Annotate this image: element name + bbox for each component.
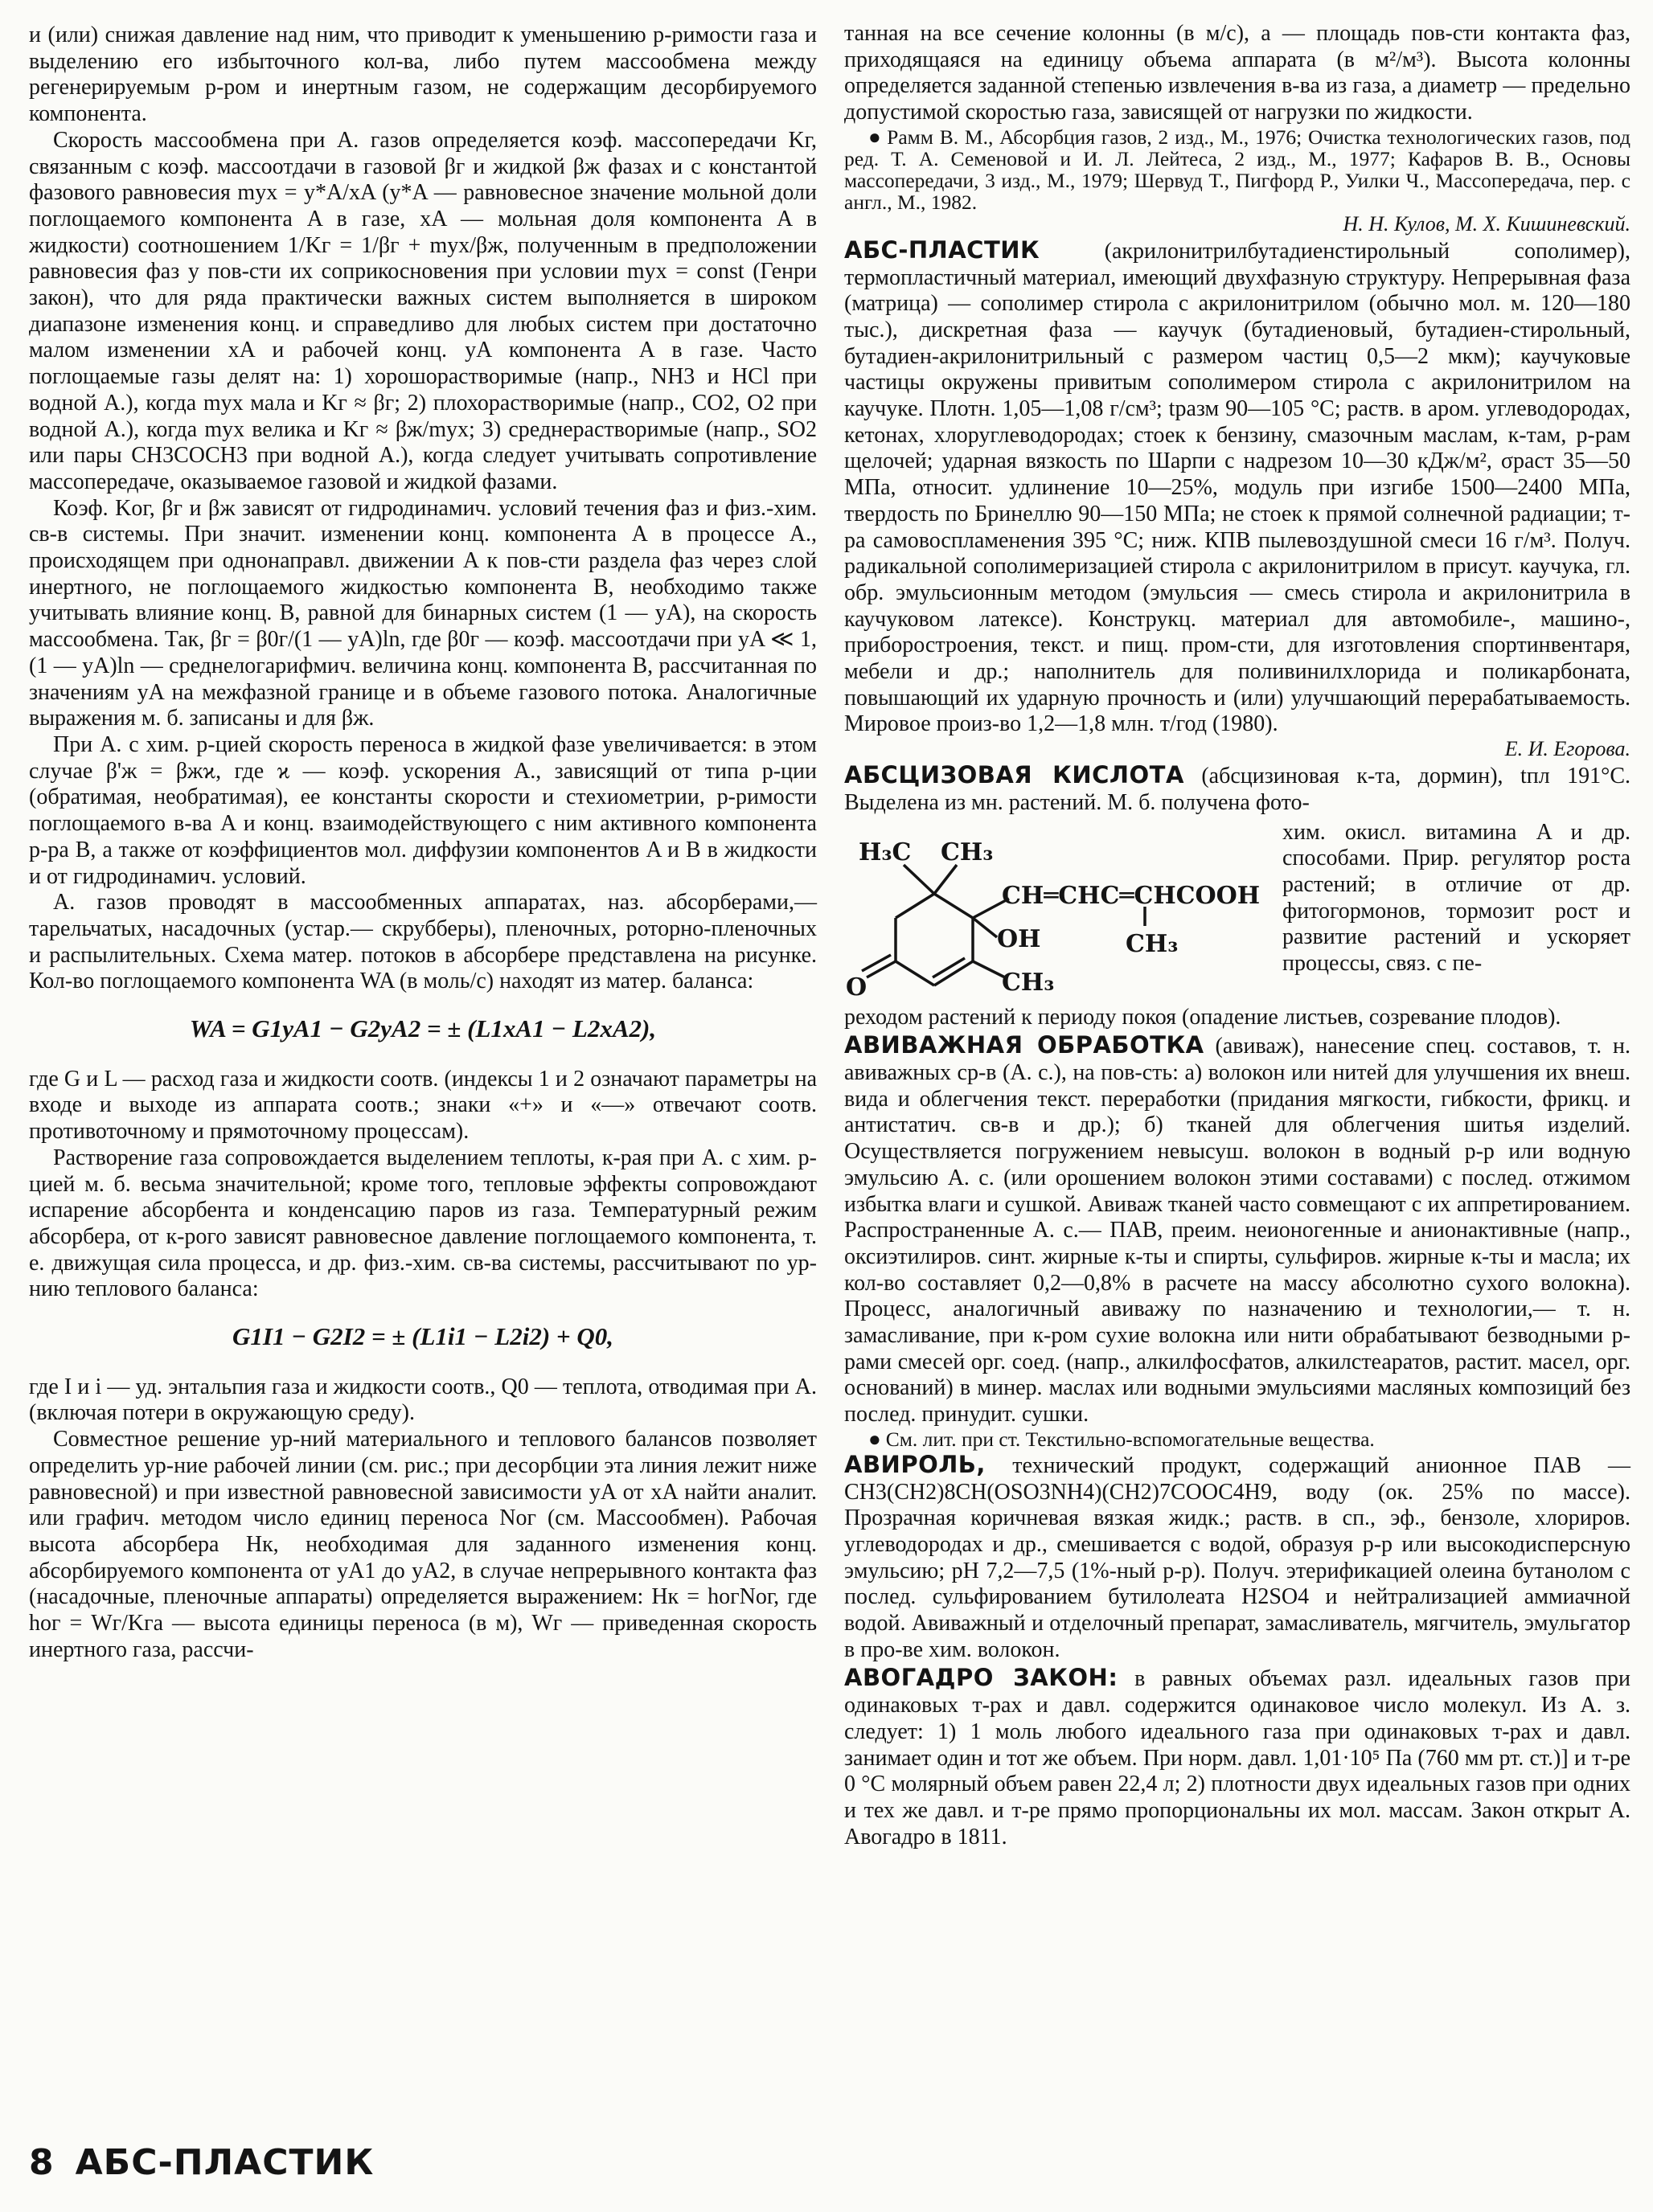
article-abs-plastik: [844, 237, 1630, 760]
author-signature: Н. Н. Кулов, М. Х. Кишиневский.: [1343, 211, 1630, 236]
references-text: Рамм В. М., Абсорбция газов, 2 изд., М., 1976; Очистка технологических газов, под ред. Т. А. Семеновой и И. Л. Лейтеса, 2 изд., М., 1977; Кафаров В. В., Основы массопередачи, 3 изд., М., 1979; Шервуд Т., Пигфорд Р., Уилки Ч., Массопередача, пер. с англ., М., 1982.: [844, 125, 1630, 214]
bullet-icon: ●: [868, 1427, 881, 1451]
running-head: АБС-ПЛАСТИК: [75, 2142, 375, 2183]
o-label: O: [846, 973, 868, 1002]
article-text: АВИРОЛЬ, технический продукт, содержащий анионное ПАВ — CH3(CH2)8CH(OSO3NH4)(CH2)7COOC4H9, воду (ок. 25% по массе). Прозрачная коричневая вязкая жидк.; раств. в сп., эф., бензоле, хлориров. углеводородах и др., смешивается с водой, образуя р-р или высокодисперсную эмульсию; pH 7,2—7,5 (1%-ный р-р). Получ. этерификацией олеина бутанолом с послед. сульфированием бутилолеата H2SO4 и нейтрализацией аммиачной водой. Авиважный и отделочный препарат, замасливатель, мягчитель, эмульгатор в про-ве хим. волокон.: [844, 1450, 1631, 1662]
page-footer: [29, 2142, 395, 2183]
paragraph: Совместное решение ур-ний материального и теплового балансов позволяет определить ур-ние рабочей линии (см. рис.; при десорбции эта линия лежит ниже равновесной) и при известной равновесной зависимости yA от xA найти аналит. или графич. методом число единиц переноса Nог (см. Массообмен). Рабочая высота абсорбера Hк, необходимая для заданного изменения конц. абсорбируемого компонента от yA1 до yA2, в случае непрерывного контакта фаз (насадочные, пленочные аппараты) определяется выражением: Hк = hогNог, где hог = Wг/Kгa — высота единицы переноса (в м), Wг — приведенная скорость инертного газа, рассчи-: [29, 1427, 817, 1662]
ch3-label: CH₃: [941, 838, 994, 866]
h3c-label: H₃C: [859, 838, 912, 866]
article-text: АВИВАЖНАЯ ОБРАБОТКА (авиваж), нанесение спец. составов, т. н. авиважных ср-в (А. с.), на пов-сть: а) волокон или нитей для улучшения их внеш. вида и облегчения текст. переработки (придания мягкости, гибкости, фрикц. и антистатич. св-в и др.); б) тканей для облегчения шитья изделий. Осуществляется погружением невысуш. волокон в водный р-р или водную эмульсию А. с. (или орошением волокон этими составами) с послед. отжимом избытка влаги и сушкой. Авиваж тканей часто совмещают с их аппретированием. Распространенные А. с.— ПАВ, преим. неионогенные и анионактивные (напр., оксиэтилиров. синт. жирные к-ты и спирты, сульфиров. жирные к-ты и масла; их кол-во составляет 0,2—0,8% в расчете на массу абсолютно сухого волокна). Процесс, аналогичный авиважу по назначению и технологии,— т. н. замасливание, при к-ром сухие волокна или нити обрабатывают безводными р-рами смесей орг. соед. (напр., алкилфосфатов, алкилстеаратов, растит. масел, орг. оснований) в минер. маслах или водными эмульсиями масляных композиций без послед. принудит. сушки.: [844, 1031, 1630, 1428]
paragraph: При А. с хим. р-цией скорость переноса в жидкой фазе увеличивается: в этом случае β'ж = βжϰ, где ϰ — коэф. ускорения А., зависящий от типа р-ции (обратимая, необратимая), ее константы скорости и стехиометрии, р-римости поглощаемого в-ва A и конц. взаимодействующего с ним активного компонента р-ра B, а также от коэффициентов мол. диффузии компонентов A и B в жидкости и от гидродинамич. условий.: [29, 731, 817, 889]
paragraph: танная на все сечение колонны (в м/с), a — площадь пов-сти контакта фаз, приходящаяся на единицу объема аппарата (в м²/м³). Высота колонны определяется заданной степенью извлечения в-ва из газа, а диаметр — предельно допустимой скоростью газа, зависящей от нагрузки по жидкости.: [844, 21, 1630, 125]
article-text: АБСЦИЗОВАЯ КИСЛОТА (абсцизиновая к-та, дормин), tпл 191°C. Выделена из мн. растений. М. б. получена фото-: [844, 761, 1630, 815]
headword: АВИРОЛЬ,: [844, 1450, 986, 1478]
article-avivazh: [844, 1032, 1630, 1450]
left-column: [29, 23, 817, 1663]
article-text: АВОГАДРО ЗАКОН: в равных объемах разл. идеальных газов при одинаковых т-рах и давл. содержится одинаковое число молекул. Из А. з. следует: 1) 1 моль любого идеального газа при одинаковых т-рах и давл. занимает один и тот же объем. При норм. давл. 1,01·10⁵ Па (760 мм рт. ст.)] и т-ре 0 °C молярный объем равен 22,4 л; 2) плотности двух идеальных газов при одних и тех же давл. и т-ре прямо пропорциональны их мол. массам. Закон открыт А. Авогадро в 1811.: [844, 1664, 1631, 1849]
paragraph: где G и L — расход газа и жидкости соотв. (индексы 1 и 2 означают параметры на входе и выходе из аппарата соотв.; знаки «+» и «—» отвечают соотв. противоточному и прямоточному процессам).: [29, 1066, 817, 1145]
headword: АВИВАЖНАЯ ОБРАБОТКА: [844, 1031, 1204, 1059]
paragraph: А. газов проводят в массообменных аппаратах, наз. абсорберами,— тарельчатых, насадочных (устар.— скрубберы), пленочных, роторно-пленочных и распылительных. Схема матер. потоков в абсорбере представлена на рисунке. Кол-во поглощаемого компонента WA (в моль/с) находят из матер. баланса:: [29, 890, 817, 994]
paragraph: и (или) снижая давление над ним, что приводит к уменьшению р-римости газа и выделению его избыточного кол-ва, либо путем массообмена между регенерируемым р-ром и инертным газом, не содержащим десорбируемого компонента.: [29, 23, 817, 127]
article-text: хим. окисл. витамина A и др. способами. Прир. регулятор роста растений; в отличие от др. фитогормонов, тормозит рост и развитие растений и ускоряет процессы, связ. с пе-: [1282, 819, 1630, 977]
paragraph: Коэф. Kог, βг и βж зависят от гидродинамич. условий течения фаз и физ.-хим. св-в системы. При значит. изменении конц. компонента A в процессе А., происходящем при однонаправл. движении A к пов-сти раздела фаз через слой инертного, не поглощаемого жидкостью компонента B, необходимо также учитывать влияние конц. B, равной для бинарных систем (1 — yA), на скорость массообмена. Так, βг = β0г/(1 — yA)ln, где β0г — коэф. массоотдачи при yA ≪ 1, (1 — yA)ln — среднелогарифмич. величина конц. компонента B, рассчитанная по значениям yA на межфазной границе и в объеме газового потока. Аналогичные выражения м. б. записаны и для βж.: [29, 495, 817, 731]
paragraph: Скорость массообмена при А. газов определяется коэф. массопередачи Kг, связанным с коэф. массоотдачи в газовой βг и жидкой βж фазах и с константой фазового равновесия myx = y*A/xA (y*A — равновесное значение мольной доли поглощаемого компонента A в газе, xA — мольная доля компонента A в жидкости) соотношением 1/Kг = 1/βг + myx/βж, полученным в предположении равновесия фаз у пов-сти их соприкосновения при условии myx = const (Генри закон), что для ряда практически важных систем выполняется в широком диапазоне изменения конц. и справедливо для любых систем при достаточно малом изменении xA и рабочей конц. yA компонента A в газе. Часто поглощаемые газы делят на: 1) хорошорастворимые (напр., NH3 и HCl при водной А.), когда myx мала и Kг ≈ βг; 2) плохорастворимые (напр., CO2, O2 при водной А.), когда myx велика и Kг ≈ βж/myx; 3) среднерастворимые (напр., SO2 или пары CH3COCH3 при водной А.), когда следует учитывать сопротивление массопередаче, оказываемое газовой и жидкой фазами.: [29, 127, 818, 494]
article-abscisic-acid: [844, 762, 1630, 1030]
material-balance-formula: WA = G1yA1 − G2yA2 = ± (L1xA1 − L2xA2),: [189, 1014, 657, 1043]
headword: АБС-ПЛАСТИК: [844, 236, 1040, 264]
page-number: 8: [29, 2142, 55, 2183]
heat-balance-formula: G1I1 − G2I2 = ± (L1i1 − L2i2) + Q0,: [232, 1322, 613, 1351]
headword: АБСЦИЗОВАЯ КИСЛОТА: [844, 761, 1184, 789]
chain-label: CH═CHC═CHCOOH: [1002, 881, 1261, 910]
author-signature: Е. И. Егорова.: [1504, 737, 1630, 761]
oh-label: OH: [997, 924, 1041, 953]
references: ● См. лит. при ст. Текстильно-вспомогательные вещества.: [868, 1427, 1375, 1451]
article-text: АБС-ПЛАСТИК (акрилонитрилбутадиенстирольный сополимер), термопластичный материал, имеющий двухфазную структуру. Непрерывная фаза (матрица) — сополимер стирола с акрилонитрилом (обычно мол. м. 120—180 тыс.), дискретная фаза — каучук (бутадиеновый, бутадиен-стирольный, бутадиен-акрилонитрильный с размером частиц 0,5—2 мкм); каучуковые частицы окружены привитым сополимером стирола с акрилонитрилом на каучуке. Плотн. 1,05—1,08 г/см³; tразм 90—105 °C; раств. в аром. углеводородах, кетонах, хлоруглеводородах; стоек к бензину, смазочным маслам, к-там, р-рам щелочей; ударная вязкость по Шарпи с надрезом 10—30 кДж/м², σраст 35—50 МПа, относит. удлинение 10—25%, модуль при изгибе 1500—2400 МПа, твердость по Бринеллю 90—150 МПа; не стоек к прямой солнечной радиации; т-ра самовоспламенения 395 °C; ниж. КПВ пылевоздушной смеси 16 г/м³. Получ. радикальной сополимеризацией стирола с акрилонитрилом в присут. каучука, гл. обр. эмульсионным методом (эмульсия — смесь стирола и акрилонитрила в каучуковом латексе). Конструкц. материал для автомобиле-, машино-, приборостроения, текст. и пищ. пром-сти, для изготовления спортинвентаря, мебели и др.; наполнитель для поливинилхлорида и поликарбоната, повышающий их ударную прочность и (или) улучшающий перерабатываемость. Мировое произ-во 1,2—1,8 млн. т/год (1980).: [844, 236, 1631, 737]
abscisic-acid-structure: [844, 820, 1282, 1005]
article-aviroll: [844, 1452, 1630, 1664]
ch3-ring-label: CH₃: [1002, 968, 1055, 997]
article-avogadro: [844, 1665, 1630, 1850]
ch3-branch-label: CH₃: [1126, 929, 1179, 958]
headword: АВОГАДРО ЗАКОН:: [844, 1664, 1118, 1692]
right-column: [844, 21, 1630, 1850]
paragraph: где I и i — уд. энтальпия газа и жидкости соотв., Q0 — теплота, отводимая при А. (включая потери в окружающую среду).: [29, 1374, 817, 1426]
article-text: реходом растений к периоду покоя (опадение листьев, созревание плодов).: [844, 1004, 1561, 1030]
references: [844, 126, 1630, 213]
paragraph: Растворение газа сопровождается выделением теплоты, к-рая при А. с хим. р-цией м. б. весьма значительной; кроме того, тепловые эффекты сопровождают испарение абсорбента и конденсацию паров из газа. Температурный режим абсорбера, от к-рого зависят равновесное давление поглощаемого компонента, т. е. движущая сила процесса, и др. физ.-хим. св-ва системы, рассчитывают по ур-нию теплового баланса:: [29, 1145, 817, 1302]
bullet-icon: ●: [868, 125, 883, 149]
